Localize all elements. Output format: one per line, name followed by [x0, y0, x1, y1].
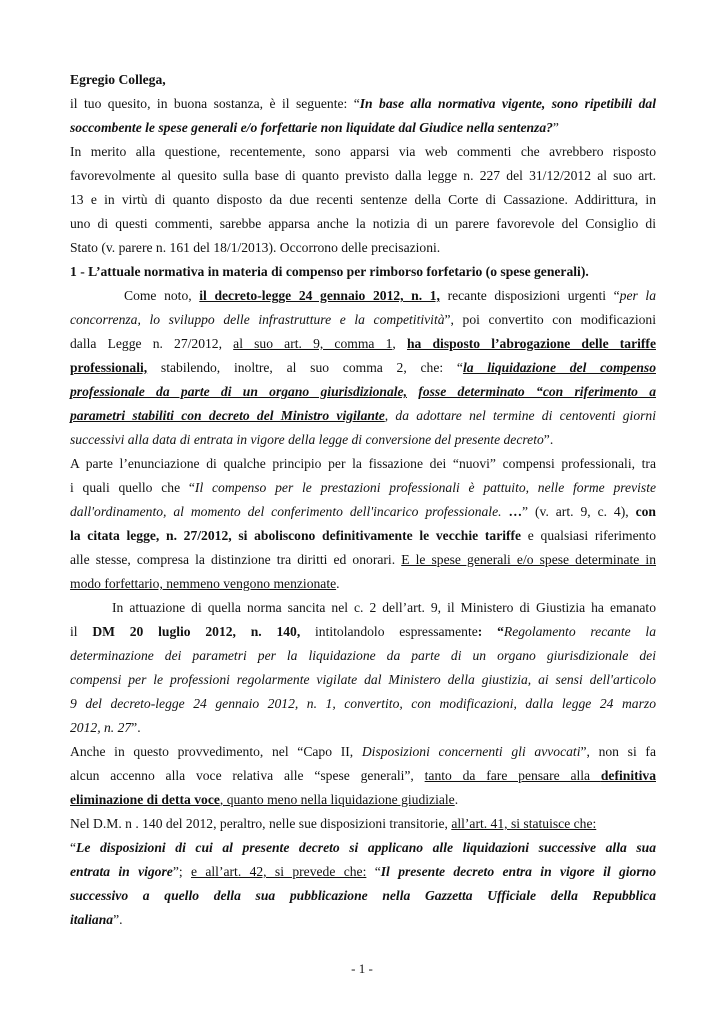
document-page — [70, 68, 656, 932]
section-heading: 1 - L’attuale normativa in materia di compenso per rimborso forfetario (o spese generali). — [70, 264, 589, 279]
page-number: - 1 - — [351, 961, 373, 976]
paragraph-decreto-legge: Come noto, il decreto-legge 24 gennaio 2012, n. 1, recante disposizioni urgenti “per la concorrenza, lo sviluppo delle infrastrutture e la competitività”, poi convertito con modificazioni dalla Legge n. 27/2012, al suo art. 9, comma 1, ha disposto l’abrogazione delle tariffe professionali, stabilendo, inoltre, al suo comma 2, che: “la liquidazione del compenso professionale da parte di un organo giurisdizionale, fosse determinato “con riferimento a parametri stabiliti con decreto del Ministro vigilante, da adottare nel termine di centoventi giorni successivi alla data di entrata in vigore della legge di conversione del presente decreto”. — [70, 288, 657, 447]
paragraph-capo-ii: Anche in questo provvedimento, nel “Capo II, Disposizioni concernenti gli avvocati”, non si fa alcun accenno alla voce relativa alle “spese generali”, tanto da fare pensare alla definitiva eliminazione di detta voce, quanto meno nella liquidazione giudiziale. — [70, 744, 656, 807]
paragraph-quote: “Le disposizioni di cui al presente decreto si applicano alle liquidazioni successive alla sua entrata in vigore”; e all’art. 42, si prevede che: “Il presente decreto entra in vigore il giorno successivo a quello della sua pubblicazione nella Gazzetta Ufficiale della Repubblica italiana”. — [70, 840, 656, 927]
paragraph-dm-140: In attuazione di quella norma sancita nel c. 2 dell’art. 9, il Ministero di Giustizia ha emanato il DM 20 luglio 2012, n. 140, intitolandolo espressamente: “Regolamento recante la determinazione dei parametri per la liquidazione da parte di un organo giurisdizionale dei compensi per le professioni regolarmente vigilate dal Ministero della giustizia, ai sensi dell'articolo 9 del decreto-legge 24 gennaio 2012, n. 1, convertito, con modificazioni, dalla legge 24 marzo 2012, n. 27”. — [70, 600, 656, 735]
paragraph-question: il tuo quesito, in buona sostanza, è il seguente: “In base alla normativa vigente, sono ripetibili dal soccombente le spese generali e/o forfettarie non liquidate dal Giudice nella sentenza?” — [70, 96, 656, 135]
paragraph-tariffe: A parte l’enunciazione di qualche principio per la fissazione dei “nuovi” compensi professionali, tra i quali quello che “Il compenso per le prestazioni professionali è pattuito, nelle forme previste dall'ordinamento, al momento del conferimento dell'incarico professionale. …” (v. art. 9, c. 4), con la citata legge, n. 27/2012, si aboliscono definitivamente le vecchie tariffe e qualsiasi riferimento alle stesse, compresa la distinzione tra diritti ed onorari. E le spese generali e/o spese determinate in modo forfettario, nemmeno vengono menzionate. — [70, 456, 657, 591]
paragraph-transitorie: Nel D.M. n . 140 del 2012, peraltro, nelle sue disposizioni transitorie, all’art. 41, si statuisce che: — [70, 816, 597, 831]
salutation: Egregio Collega, — [70, 72, 166, 87]
paragraph-intro: In merito alla questione, recentemente, sono apparsi via web commenti che avrebbero risposto favorevolmente al quesito sulla base di quanto previsto dalla legge n. 227 del 31/12/2012 al suo art. 13 e in virtù di quanto disposto da due recenti sentenze della Corte di Cassazione. Addirittura, in uno di questi commenti, sarebbe apparsa anche la notizia di un parere favorevole del Consiglio di Stato (v. parere n. 161 del 18/1/2013). Occorrono delle precisazioni. — [70, 144, 656, 255]
